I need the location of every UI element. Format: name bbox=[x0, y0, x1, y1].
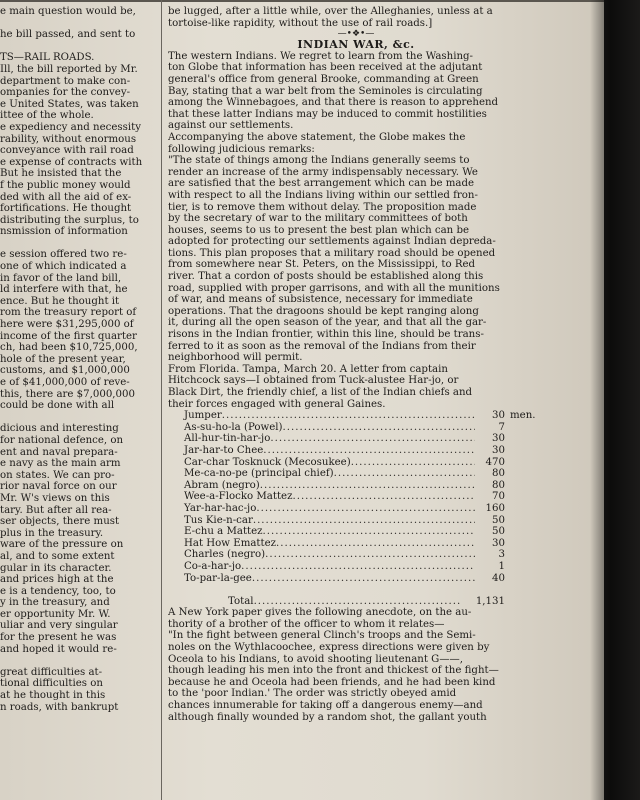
leader-dots bbox=[263, 445, 475, 457]
left-column-line: for the present he was bbox=[0, 632, 117, 644]
left-column-line: Ill, the bill reported by Mr. bbox=[0, 63, 138, 75]
chief-row bbox=[168, 561, 544, 573]
chief-row bbox=[168, 526, 544, 538]
left-column-line: e main question would be, bbox=[0, 6, 136, 17]
left-column-line: rability, without enormous bbox=[0, 133, 137, 145]
right-top-line: tortoise-like rapidity, without the use of rail roads.] bbox=[168, 17, 433, 29]
chief-force: 80 bbox=[492, 468, 505, 480]
left-column-line bbox=[0, 238, 158, 250]
left-column-line: this, there are $7,000,000 bbox=[0, 388, 135, 400]
leader-dots bbox=[252, 573, 475, 585]
left-column bbox=[0, 6, 158, 713]
chief-force: 470 bbox=[485, 456, 505, 468]
article-line: that these latter Indians may be induced to commit hostilities bbox=[168, 108, 487, 120]
chief-force: 50 bbox=[492, 526, 505, 538]
chief-name: Tus Kie-n-car bbox=[184, 514, 253, 526]
left-column-line: customs, and $1,000,000 bbox=[0, 365, 130, 377]
left-column-line: ompanies for the convey- bbox=[0, 87, 131, 99]
left-column-line bbox=[0, 655, 158, 667]
article-line: against our settlements. bbox=[168, 120, 294, 132]
left-column-line: y in the treasury, and bbox=[0, 597, 110, 609]
leader-dots bbox=[283, 422, 476, 434]
article-line: Accompanying the above statement, the Globe makes the bbox=[168, 131, 466, 143]
chief-row bbox=[168, 445, 544, 457]
left-column-line: But he insisted that the bbox=[0, 168, 122, 180]
left-column-line: for national defence, on bbox=[0, 434, 124, 446]
article-line: "The state of things among the Indians generally seems to bbox=[168, 155, 470, 167]
leader-dots bbox=[263, 526, 475, 538]
chief-name: Yar-har-hac-jo bbox=[184, 502, 257, 514]
left-column-line: e navy as the main arm bbox=[0, 458, 121, 470]
leader-dots bbox=[222, 410, 475, 422]
left-column-line: ence. But he thought it bbox=[0, 295, 120, 307]
chief-name: Wee-a-Flocko Mattez bbox=[184, 491, 293, 503]
page-edge-shadow bbox=[590, 0, 640, 800]
anecdote-line: because he and Oceola had been friends, and he had been kind bbox=[168, 676, 496, 688]
chief-row bbox=[168, 491, 544, 503]
article-line: by the secretary of war to the military committees of both bbox=[168, 213, 468, 225]
left-column-line: Mr. W's views on this bbox=[0, 492, 110, 504]
article-line: render an increase of the army indispensably necessary. We bbox=[168, 166, 478, 178]
article-line: The western Indians. We regret to learn from the Washing- bbox=[168, 50, 473, 62]
chief-force: 50 bbox=[492, 514, 505, 526]
chief-name: Me-ca-no-pe (principal chief) bbox=[184, 468, 334, 480]
left-column-line: al, and to some extent bbox=[0, 550, 115, 562]
article-line: neighborhood will permit. bbox=[168, 352, 303, 364]
article-line: it, during all the open season of the year, and that all the gar- bbox=[168, 317, 487, 329]
left-column-line: plus in the treasury. bbox=[0, 527, 104, 539]
left-column-line: tary. But after all rea- bbox=[0, 504, 112, 516]
left-column-line: e session offered two re- bbox=[0, 249, 127, 261]
left-column-line: rom the treasury report of bbox=[0, 307, 137, 319]
article-line: tier, is to remove them without delay. The proposition made bbox=[168, 201, 477, 213]
chief-force: 80 bbox=[492, 479, 505, 491]
chief-name: To-par-la-gee bbox=[184, 572, 252, 584]
chief-force: 30 bbox=[492, 537, 505, 549]
left-column-line: e expense of contracts with bbox=[0, 156, 143, 168]
article-line: Black Dirt, the friendly chief, a list of the Indian chiefs and bbox=[168, 387, 473, 398]
left-column-line: income of the first quarter bbox=[0, 330, 137, 342]
left-column-line bbox=[0, 18, 158, 30]
left-column-line: TS—RAIL ROADS. bbox=[0, 52, 95, 64]
left-column-line: tional difficulties on bbox=[0, 678, 103, 690]
left-column-line: one of which indicated a bbox=[0, 261, 127, 273]
article-line: general's office from general Brooke, commanding at Green bbox=[168, 73, 479, 85]
left-column-line bbox=[0, 412, 158, 424]
left-column-line: conveyance with rail road bbox=[0, 145, 134, 157]
chief-name: Co-a-har-jo bbox=[184, 560, 242, 572]
total-value: 1,131 bbox=[475, 595, 505, 607]
article-line: operations. That the dragoons should be kept ranging along bbox=[168, 305, 479, 317]
left-column-line: ware of the pressure on bbox=[0, 539, 124, 551]
left-column-line bbox=[0, 41, 158, 53]
leader-dots bbox=[256, 503, 475, 515]
article-line: their forces engaged with general Gaines. bbox=[168, 398, 386, 410]
left-column-line: e is a tendency, too, to bbox=[0, 585, 116, 597]
right-column bbox=[168, 6, 544, 723]
left-column-line: ittee of the whole. bbox=[0, 110, 94, 122]
article-line: from somewhere near St. Peters, on the Mississippi, to Red bbox=[168, 259, 476, 271]
article-line: of war, and means of subsistence, necessary for immediate bbox=[168, 294, 473, 306]
left-column-line: gular in its character. bbox=[0, 562, 112, 574]
chief-force: 30 bbox=[492, 410, 505, 422]
article-line: with respect to all the Indians living within our settled fron- bbox=[168, 189, 478, 201]
left-column-line: distributing the surplus, to bbox=[0, 214, 139, 226]
leader-dots bbox=[260, 480, 475, 492]
chief-row bbox=[168, 573, 544, 585]
article-line: are satisfied that the best arrangement which can be made bbox=[168, 178, 475, 190]
leader-dots bbox=[276, 538, 475, 550]
leader-dots bbox=[292, 491, 475, 503]
left-column-line: on states. We can pro- bbox=[0, 469, 115, 481]
chief-force: 70 bbox=[492, 491, 505, 503]
leader-dots bbox=[270, 433, 475, 445]
chief-force: 40 bbox=[492, 572, 505, 584]
left-column-line: ded with all the aid of ex- bbox=[0, 191, 132, 203]
column-rule bbox=[161, 0, 162, 800]
chief-row bbox=[168, 480, 544, 492]
leader-dots bbox=[351, 457, 475, 469]
article-line: From Florida. Tampa, March 20. A letter from captain bbox=[168, 363, 448, 375]
left-column-line: here were $31,295,000 of bbox=[0, 319, 134, 331]
left-column-line: ch, had been $10,725,000, bbox=[0, 342, 138, 354]
left-column-line: dicious and interesting bbox=[0, 423, 119, 435]
left-column-line: could be done with all bbox=[0, 400, 115, 412]
chief-name: Jar-har-to Chee bbox=[184, 444, 264, 456]
article-line: risons in the Indian frontier, within this line, should be trans- bbox=[168, 329, 484, 341]
chief-name: Charles (negro) bbox=[184, 549, 266, 561]
chief-name: Jumper bbox=[184, 410, 222, 422]
chief-name: Abram (negro) bbox=[184, 479, 260, 491]
anecdote-line: to the 'poor Indian.' The order was strictly obeyed amid bbox=[168, 688, 457, 700]
left-column-line: ent and naval prepara- bbox=[0, 446, 118, 458]
chief-row bbox=[168, 457, 544, 469]
left-column-line: ld interfere with that, he bbox=[0, 284, 128, 296]
chief-name: All-hur-tin-har-jo bbox=[184, 433, 271, 445]
left-column-line: e United States, was taken bbox=[0, 98, 139, 110]
chief-name: As-su-ho-la (Powel) bbox=[184, 421, 283, 433]
chief-row bbox=[168, 410, 544, 422]
right-top-text bbox=[168, 6, 544, 29]
chief-force: 160 bbox=[485, 502, 505, 514]
left-column-line: n roads, with bankrupt bbox=[0, 701, 119, 713]
article-line: ferred to it as soon as the removal of the Indians from their bbox=[168, 340, 476, 352]
chief-row bbox=[168, 422, 544, 434]
left-column-line: and prices high at the bbox=[0, 574, 114, 586]
leader-dots bbox=[253, 515, 475, 527]
ornament-divider: —•❖•— bbox=[337, 29, 375, 40]
anecdote-line: though leading his men into the front and thickest of the fight— bbox=[168, 665, 499, 677]
right-top-line: be lugged, after a little while, over the Alleghanies, unless at a bbox=[168, 6, 493, 17]
anecdote-line: "In the fight between general Clinch's troops and the Semi- bbox=[168, 630, 476, 642]
anecdote-line: noles on the Wythlacoochee, express directions were given by bbox=[168, 642, 490, 654]
chief-force: 30 bbox=[492, 433, 505, 445]
left-column-line: ser objects, there must bbox=[0, 516, 120, 528]
left-column-line: fortifications. He thought bbox=[0, 203, 132, 215]
leader-dots bbox=[241, 561, 475, 573]
chief-name: E-chu a Mattez bbox=[184, 526, 263, 538]
chief-force: 30 bbox=[492, 444, 505, 456]
chief-row bbox=[168, 433, 544, 445]
article-line: Hitchcock says—I obtained from Tuck-alustee Har-jo, or bbox=[168, 375, 459, 387]
left-column-line: and hoped it would re- bbox=[0, 643, 117, 655]
article-line: adopted for protecting our settlements against Indian depreda- bbox=[168, 236, 496, 248]
left-column-line: er opportunity Mr. W. bbox=[0, 608, 111, 620]
chief-unit: men. bbox=[510, 410, 536, 422]
chief-name: Car-char Tosknuck (Mecosukee) bbox=[184, 456, 351, 468]
anecdote-line: thority of a brother of the officer to whom it relates— bbox=[168, 618, 445, 630]
anecdote-line: chances innumerable for taking off a dangerous enemy—and bbox=[168, 700, 483, 712]
article-line: road, supplied with proper garrisons, and with all the munitions bbox=[168, 282, 500, 294]
left-column-line: he bill passed, and sent to bbox=[0, 29, 136, 41]
left-column-line: uliar and very singular bbox=[0, 620, 118, 632]
left-column-line: f the public money would bbox=[0, 179, 131, 191]
total-label: Total bbox=[228, 595, 254, 607]
anecdote-line: Oceola to his Indians, to avoid shooting lieutenant G——, bbox=[168, 653, 463, 665]
chief-name: Hat How Emattez bbox=[184, 537, 277, 549]
chief-row bbox=[168, 549, 544, 561]
article-line: Bay, stating that a war belt from the Seminoles is circulating bbox=[168, 85, 483, 97]
chief-row bbox=[168, 503, 544, 515]
anecdote-line: although finally wounded by a random shot, the gallant youth bbox=[168, 711, 487, 723]
article-line: following judicious remarks: bbox=[168, 143, 315, 155]
chief-row bbox=[168, 538, 544, 550]
leader-dots bbox=[334, 468, 475, 480]
anecdote-line: A New York paper gives the following anecdote, on the au- bbox=[168, 607, 472, 619]
left-column-line: nsmission of information bbox=[0, 226, 128, 238]
total-row bbox=[168, 596, 544, 608]
leader-dots bbox=[265, 549, 475, 561]
left-column-line: at he thought in this bbox=[0, 690, 106, 702]
left-column-line: great difficulties at- bbox=[0, 666, 103, 678]
left-column-line: in favor of the land bill, bbox=[0, 272, 122, 284]
chief-row bbox=[168, 515, 544, 527]
article-body bbox=[168, 51, 544, 410]
article-line: ton Globe that information has been received at the adjutant bbox=[168, 62, 483, 74]
chief-force: 3 bbox=[498, 549, 505, 561]
chief-force: 1 bbox=[498, 560, 505, 572]
left-column-line: e of $41,000,000 of reve- bbox=[0, 377, 130, 388]
chiefs-table bbox=[168, 410, 544, 584]
article-line: houses, seems to us to present the best plan which can be bbox=[168, 224, 470, 236]
anecdote-text bbox=[168, 607, 544, 723]
chief-force: 7 bbox=[498, 421, 505, 433]
left-column-line: department to make con- bbox=[0, 75, 131, 87]
left-column-line: hole of the present year, bbox=[0, 353, 126, 365]
section-heading: INDIAN WAR, &c. bbox=[297, 38, 415, 52]
article-line: among the Winnebagoes, and that there is reason to apprehend bbox=[168, 97, 499, 109]
chief-row bbox=[168, 468, 544, 480]
left-column-line: rior naval force on our bbox=[0, 481, 117, 493]
top-rule bbox=[0, 0, 604, 2]
article-line: river. That a cordon of posts should be established along this bbox=[168, 271, 484, 283]
article-line: tions. This plan proposes that a military road should be opened bbox=[168, 247, 496, 259]
left-column-line: e expediency and necessity bbox=[0, 121, 141, 133]
